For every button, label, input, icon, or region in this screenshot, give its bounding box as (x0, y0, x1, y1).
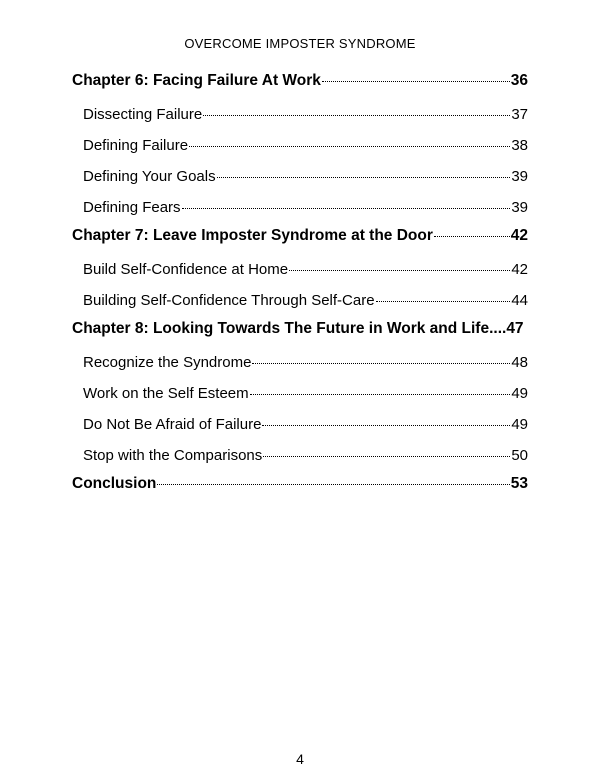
toc-entry-page: 39 (511, 168, 528, 185)
toc-entry-label: Stop with the Comparisons (83, 447, 263, 464)
toc-entry-label: Chapter 7: Leave Imposter Syndrome at the Door (72, 227, 433, 244)
page-number: 4 (296, 751, 304, 767)
dot-leader (434, 236, 510, 237)
toc-entry-page: 47 (506, 320, 524, 337)
toc-entry-label: Defining Fears (83, 199, 181, 216)
dot-leader (189, 146, 510, 147)
toc-entry-defining-fears[interactable] (72, 192, 528, 223)
toc-entry-page: 53 (510, 475, 528, 492)
toc-entry-label: Conclusion (72, 475, 157, 492)
dot-leader (157, 484, 509, 485)
dot-leader (250, 394, 511, 395)
dot-leader (376, 301, 511, 302)
toc-entry-label: Chapter 6: Facing Failure At Work (72, 72, 321, 89)
toc-entry-label: Do Not Be Afraid of Failure (83, 416, 262, 433)
toc-entry-dissecting-failure[interactable] (72, 99, 528, 130)
toc-entry-chapter-8[interactable] (72, 316, 528, 341)
toc-entry-defining-failure[interactable] (72, 130, 528, 161)
dot-leader (289, 270, 510, 271)
toc-entry-page: 42 (510, 227, 528, 244)
dot-leader (252, 363, 510, 364)
toc-entry-page: 36 (510, 72, 528, 89)
toc-entry-conclusion[interactable] (72, 471, 528, 496)
toc-entry-page: 37 (511, 106, 528, 123)
dot-leader (262, 425, 510, 426)
toc-entry-page: 49 (511, 416, 528, 433)
toc-entry-page: 38 (511, 137, 528, 154)
dot-leader (182, 208, 511, 209)
toc-entry-work-on-the-self-esteem[interactable] (72, 378, 528, 409)
dot-leader (263, 456, 510, 457)
toc-entry-label: Build Self-Confidence at Home (83, 261, 289, 278)
dot-leader (217, 177, 511, 178)
toc-entry-page: 49 (511, 385, 528, 402)
toc-entry-label: Dissecting Failure (83, 106, 203, 123)
toc-entry-page: 42 (511, 261, 528, 278)
toc-entry-building-self-confidence-through-self-care[interactable] (72, 285, 528, 316)
toc-entry-label: Defining Your Goals (83, 168, 216, 185)
toc-entry-label: Recognize the Syndrome (83, 354, 252, 371)
toc-entry-page: 44 (511, 292, 528, 309)
toc-entry-label: Building Self-Confidence Through Self-Care (83, 292, 375, 309)
toc-entry-chapter-7[interactable] (72, 223, 528, 248)
dot-leader (322, 81, 510, 82)
running-header: OVERCOME IMPOSTER SYNDROME (184, 36, 416, 51)
toc-entry-recognize-the-syndrome[interactable] (72, 347, 528, 378)
toc-entry-page: 50 (511, 447, 528, 464)
dot-leader (203, 115, 510, 116)
toc-entry-do-not-be-afraid-of-failure[interactable] (72, 409, 528, 440)
toc-entry-chapter-6[interactable] (72, 68, 528, 93)
toc-entry-page: 39 (511, 199, 528, 216)
toc-entry-defining-your-goals[interactable] (72, 161, 528, 192)
toc-entry-stop-with-the-comparisons[interactable] (72, 440, 528, 471)
toc-entry-label: Chapter 8: Looking Towards The Future in Work and Life.... (72, 320, 507, 337)
toc-entry-label: Defining Failure (83, 137, 189, 154)
toc-entry-build-self-confidence-at-home[interactable] (72, 254, 528, 285)
toc-entry-page: 48 (511, 354, 528, 371)
table-of-contents (72, 68, 528, 496)
toc-entry-label: Work on the Self Esteem (83, 385, 249, 402)
